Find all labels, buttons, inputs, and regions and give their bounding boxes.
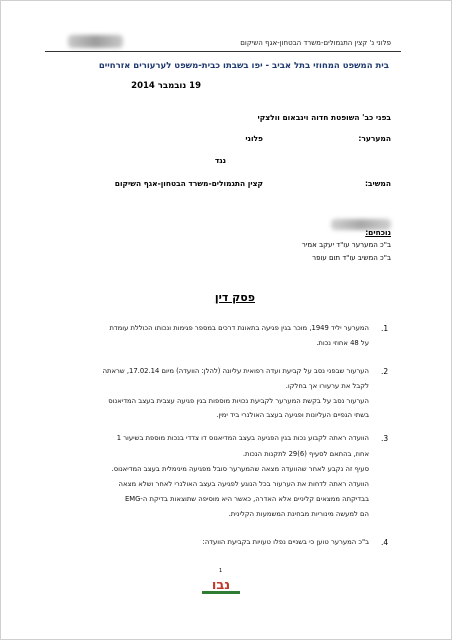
court-name: בית המשפט המחוזי בתל אביב - יפו בשבתו כבית-משפט לערעורים אזרחיים [98, 61, 389, 71]
respondent-name: קצין התגמולים-משרד הבטחון-אגף השיקום [114, 179, 263, 188]
hearing-date: 19 נובמבר 2014 [131, 81, 201, 91]
svg-text:נבו: נבו [211, 578, 231, 593]
appellant-name: פלוני [245, 134, 263, 143]
versus-label: נגד [214, 156, 226, 165]
paragraph-number: .2 [381, 367, 389, 376]
verdict-title: פסק דין [214, 291, 255, 304]
judge-line: בפני כב' השופטת חדוה וינבאום וולצקי [257, 113, 391, 122]
paragraph-number: .3 [381, 434, 389, 443]
paragraph-line: אחוז, בהתאם לסעיף (6)29 לתקנות הנכות. [242, 450, 369, 458]
paragraph-line: לקבל את ערעורו אך בחלקו. [285, 382, 369, 390]
present-line-respondent-counsel: ב"כ המשיב עו"ד תום עופר [312, 254, 391, 262]
paragraph-line: הערעור שבפני נסב על קביעת ועדה רפואית עליונה (להלן: הוועדה) מיום 17.02.14, שראתה [102, 367, 369, 375]
present-label: נוכחים: [365, 228, 391, 237]
paragraph-line: המערער יליד 1949, מוכר בגין פגיעה בתאונת דרכים במספר פגימות ונכותו הכוללת עומדת [109, 324, 369, 332]
paragraph-line: הערעור נסב על בקשת המערער לקביעת נכויות מוספות בגין פגיעה עצבית בעצב המדיאנוס [108, 397, 369, 405]
paragraph-line: ב"כ המערער טוען כי בשניים נפלו טעויות בקביעת הוועדה: [202, 538, 369, 546]
paragraph-line: בשתי הגפיים העליונות ופגיעה בעצב האולנרי ביד ימין. [216, 411, 369, 419]
paragraph-line: הוועדה ראתה לקבוע נכות בגין הפגיעה בעצב המדיאנוס דו צדדי בנכות מוספת בשיעור 1 [116, 434, 369, 442]
nevo-logo-graphic [201, 574, 241, 596]
paragraph-line: סעיף זה נקבע לאחר שהוועדה מצאה שהמערער סובל מפגיעה מינימלית בעצב המדיאנוס. [111, 465, 369, 473]
paragraph-number: .1 [381, 324, 389, 333]
paragraph-number: .4 [381, 538, 389, 547]
present-line-appellant-counsel: ב"כ המערער עו"ד יעקב אמיר [301, 241, 391, 249]
paragraph-line: הם למעשה מינוריות מבחינת המשמעות הקלינית. [228, 510, 369, 518]
appellant-label: המערער: [358, 134, 391, 143]
running-header: פלוני נ' קצין התגמולים-משרד הבטחון-אגף השיקום [240, 39, 391, 47]
paragraph-line: בבדיקתה ממצאים קליניים אלא האדרה, כאשר היא מוסיפה שתוצאות בדיקת ה-EMG [124, 495, 369, 503]
page-number: 1 [219, 568, 223, 574]
respondent-label: המשיב: [364, 179, 391, 188]
nevo-logo [201, 574, 241, 600]
paragraph-line: הוועדה ראתה לדחות את הערעור בכל הנוגע לפגיעה בעצב האולנרי לאחר ושלא מצאה [118, 480, 369, 488]
redacted-header-mark [68, 35, 123, 48]
header-divider [45, 51, 401, 52]
paragraph-line: על 48 אחוזי נכות. [316, 339, 369, 347]
